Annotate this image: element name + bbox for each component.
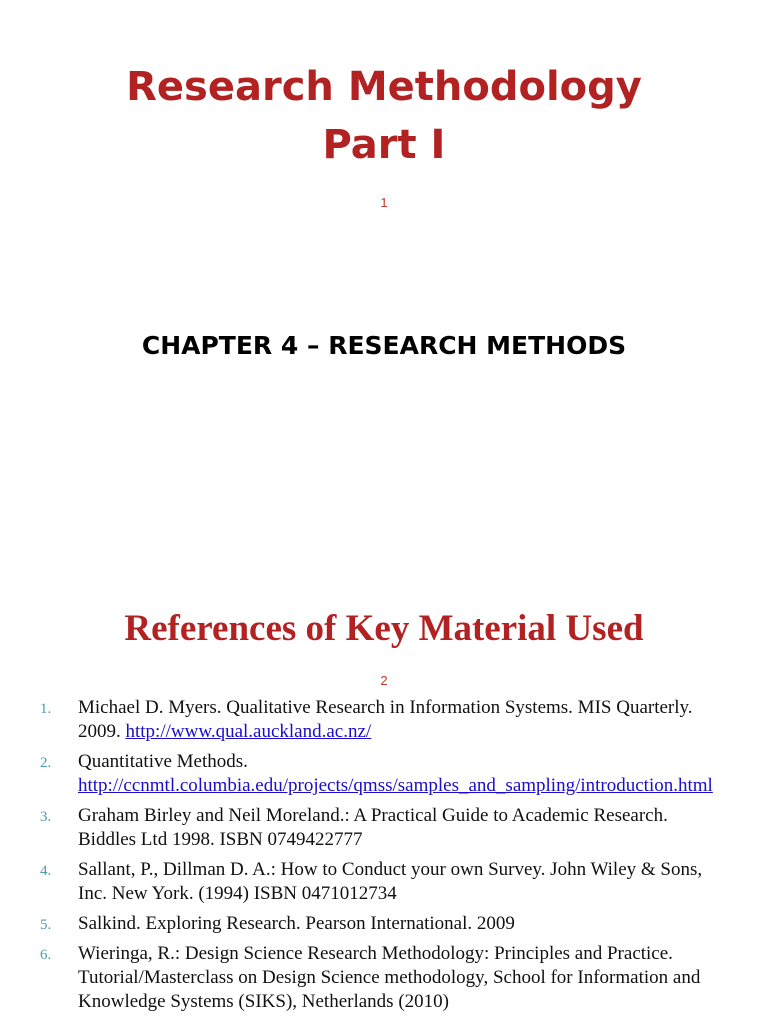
reference-item-1	[0, 696, 768, 744]
slide-2-title: References of Key Material Used	[124, 608, 644, 649]
reference-text: Wieringa, R.: Design Science Research Methodology: Principles and Practice. Tutorial/Masterclass on Design Science methodology, School for Information and Knowledge Systems (SIKS), Netherlands (2010)	[78, 943, 701, 1012]
slide-1-number: 1	[380, 195, 388, 210]
reference-text: Quantitative Methods.	[78, 751, 248, 772]
reference-item-6	[0, 942, 768, 1014]
chapter-heading: CHAPTER 4 – RESEARCH METHODS	[141, 331, 627, 360]
reference-link[interactable]: http://ccnmtl.columbia.edu/projects/qmss/samples_and_sampling/introduction.html	[78, 775, 713, 796]
slide-2-number: 2	[380, 673, 388, 688]
reference-item-4	[0, 858, 768, 906]
reference-number: 1.	[40, 701, 52, 717]
reference-number: 6.	[40, 947, 52, 963]
reference-item-5	[0, 912, 768, 936]
slide-1-title	[0, 58, 768, 174]
reference-text: Graham Birley and Neil Moreland.: A Practical Guide to Academic Research. Biddles Ltd 1998. ISBN 0749422777	[78, 805, 668, 850]
reference-number: 2.	[40, 755, 52, 771]
slide-1-title-line-2: Part I	[322, 122, 446, 168]
reference-text: Sallant, P., Dillman D. A.: How to Conduct your own Survey. John Wiley & Sons, Inc. New York. (1994) ISBN 0471012734	[78, 859, 703, 904]
reference-item-2	[0, 750, 768, 798]
reference-link[interactable]: http://www.qual.auckland.ac.nz/	[125, 721, 372, 742]
reference-list	[0, 696, 768, 1020]
slide-1-title-line-1: Research Methodology	[126, 64, 642, 110]
reference-number: 3.	[40, 809, 52, 825]
reference-number: 5.	[40, 917, 52, 933]
reference-item-3	[0, 804, 768, 852]
reference-text: Salkind. Exploring Research. Pearson International. 2009	[78, 913, 515, 934]
reference-text: Michael D. Myers. Qualitative Research in Information Systems. MIS Quarterly. 2009.	[78, 697, 693, 742]
reference-number: 4.	[40, 863, 52, 879]
